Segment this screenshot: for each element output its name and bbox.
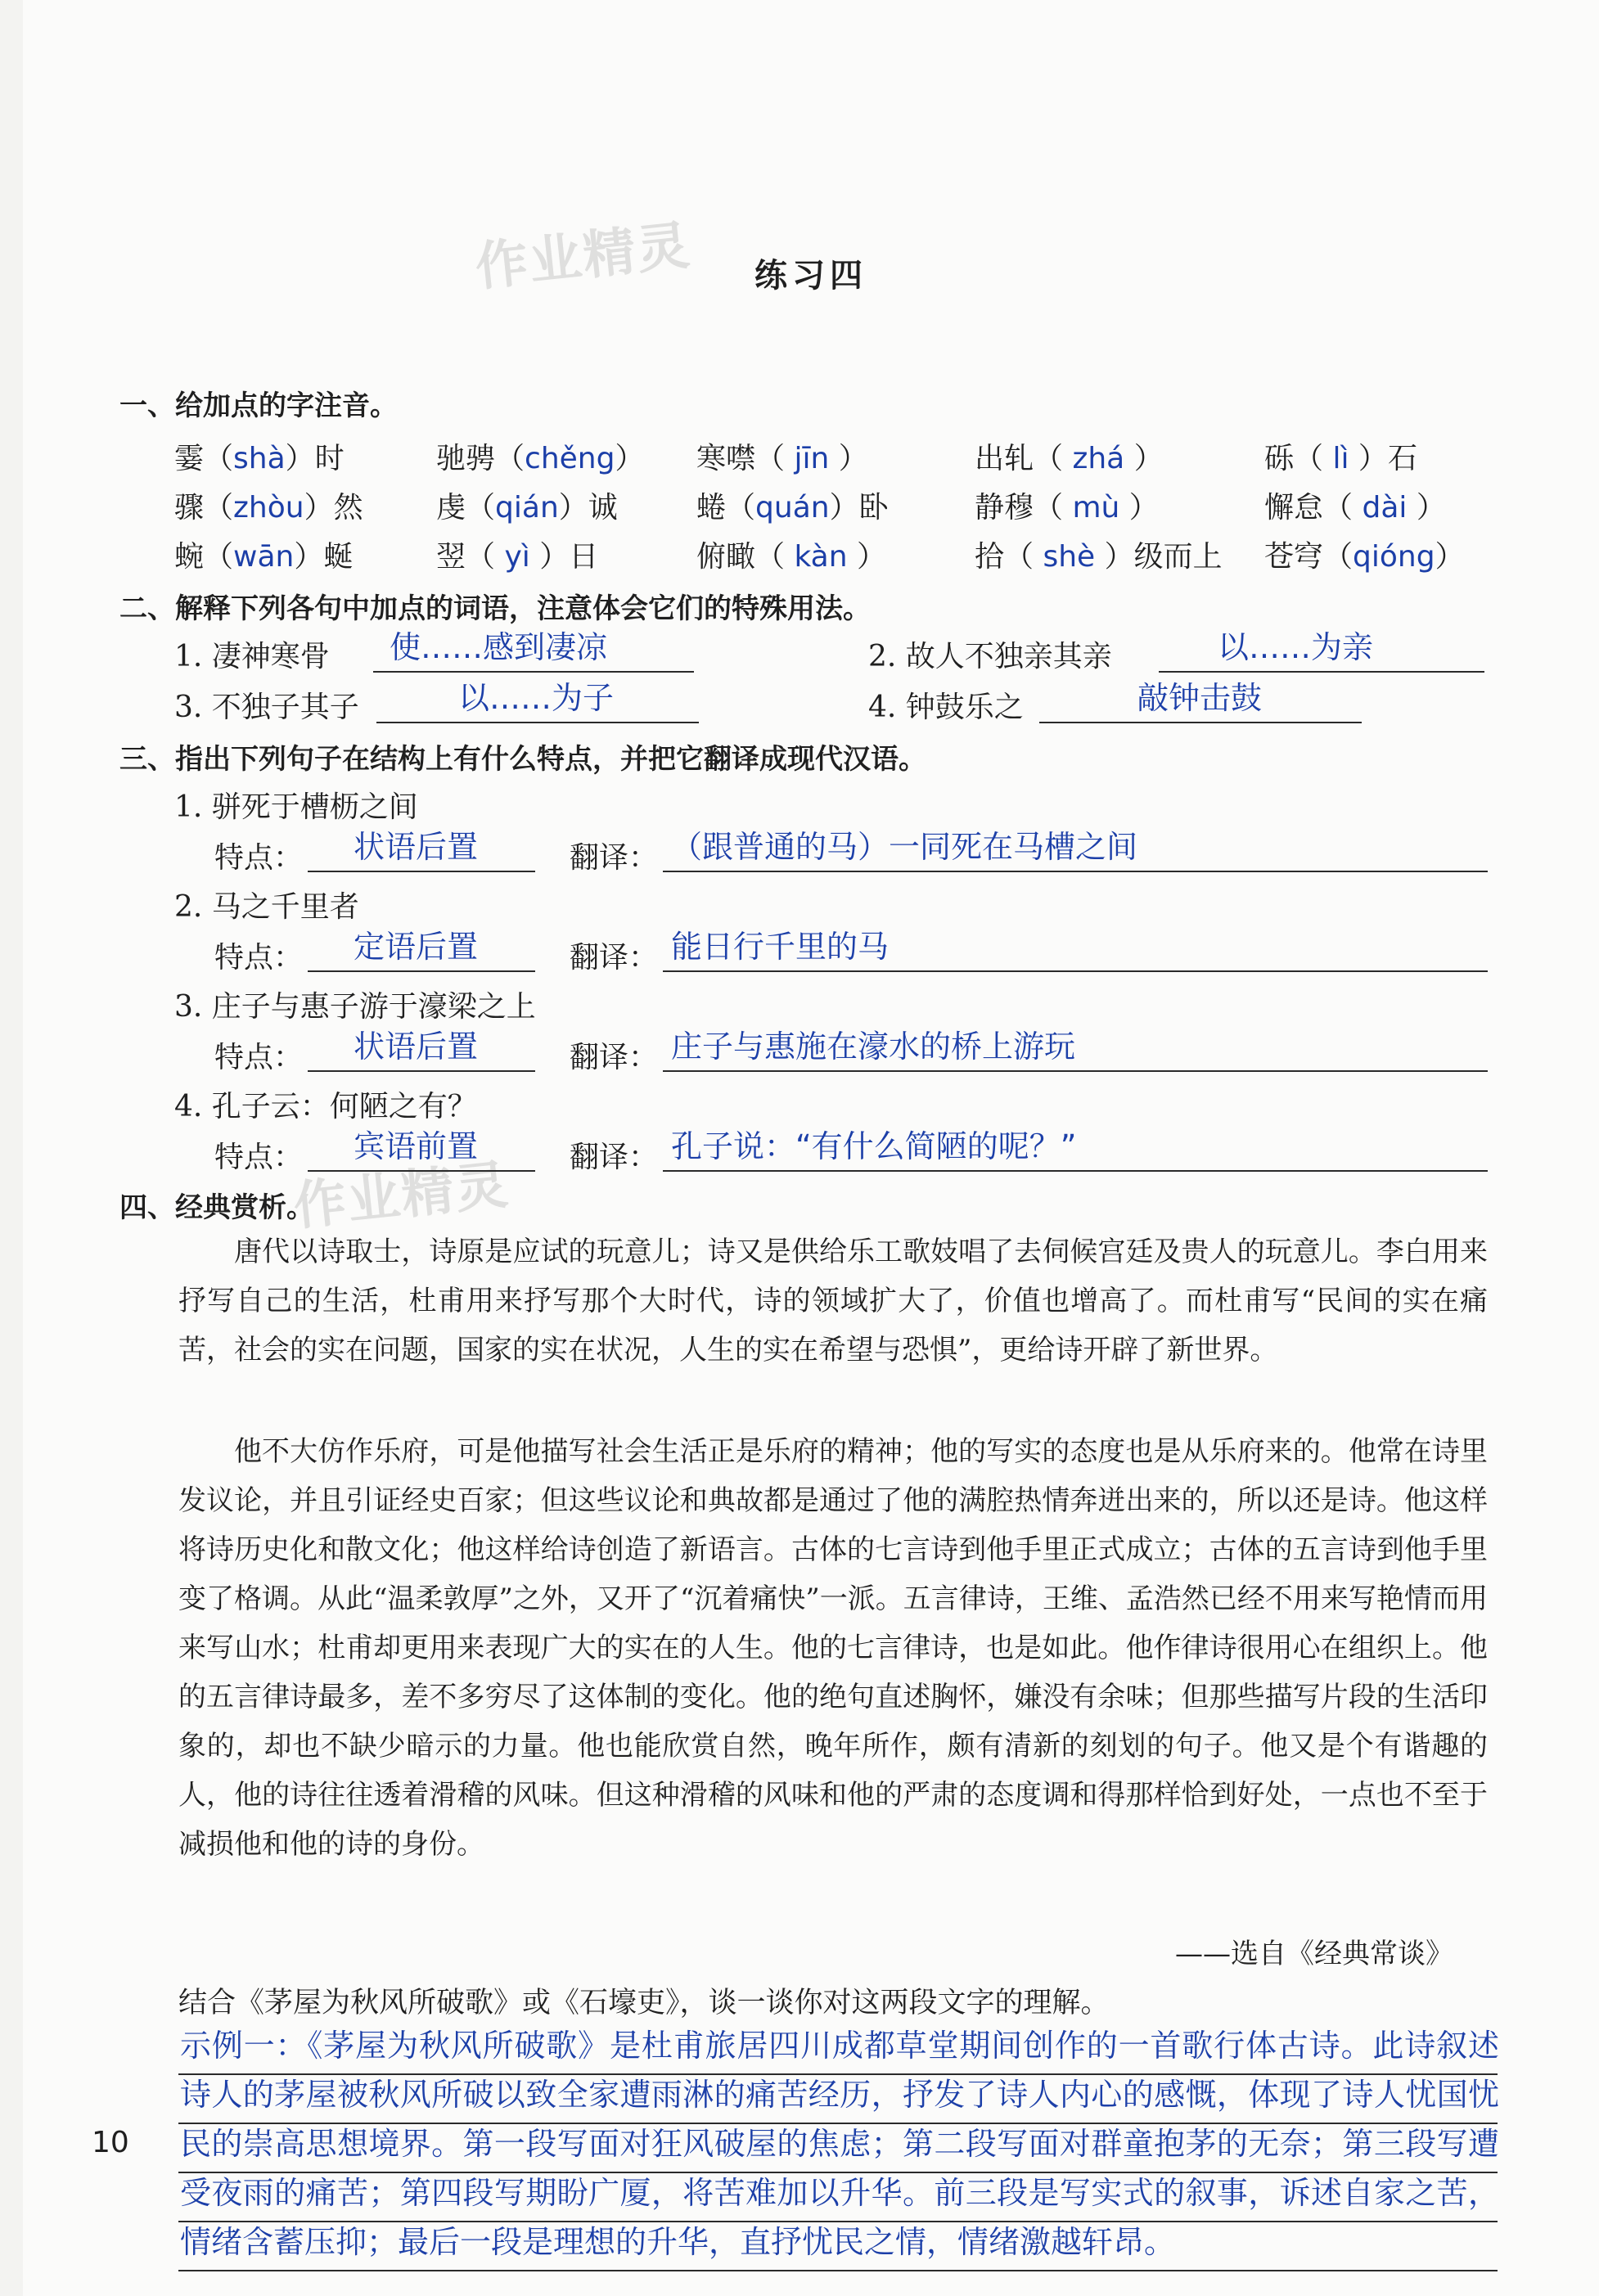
pinyin-item: 寒噤（ jīn ） xyxy=(696,442,868,475)
item-pinyin: shà xyxy=(233,442,286,475)
section4-heading: 四、经典赏析。 xyxy=(119,1191,314,1224)
item-char: 懈怠 xyxy=(1264,491,1324,524)
item-pinyin: zhá xyxy=(1072,442,1125,475)
item-pinyin: yì xyxy=(504,540,530,574)
passage-paragraph-1: 唐代以诗取士，诗原是应试的玩意儿；诗又是供给乐工歌妓唱了去伺候宫廷及贵人的玩意儿。李白用来抒写自己的生活，杜甫用来抒写那个大时代，诗的领域扩大了，价值也增高了。而杜甫写“民间的实在痛苦，社会的实在问题，国家的实在状况，人生的实在希望与恐惧”，更给诗开辟了新世界。 xyxy=(178,1236,1488,1366)
s3-feature-3: 状语后置 xyxy=(354,1029,479,1065)
pinyin-item: 苍穹（qióng） xyxy=(1264,540,1465,574)
answer-line xyxy=(663,1170,1488,1172)
worksheet-page xyxy=(23,0,1599,2296)
s4-answer: 示例一：《茅屋为秋风所破歌》是杜甫旅居四川成都草堂期间创作的一首歌行体古诗。此诗叙述诗人的茅屋被秋风所破以致全家遭雨淋的痛苦经历，抒发了诗人内心的感慨，体现了诗人忧国忧民的崇高思想境界。第一段写面对狂风破屋的焦虑；第二段写面对群童抱茅的无奈；第三段写遭受夜雨的痛苦；第四段写期盼广厦，将苦难加以升华。前三段是写实式的叙事，诉述自家之苦，情绪含蓄压抑；最后一段是理想的升华，直抒忧民之情，情绪激越轩昂。 xyxy=(180,2028,1499,2260)
translate-label: 翻译： xyxy=(570,1141,659,1174)
s3-question-2: 2. 马之千里者 xyxy=(174,890,359,924)
item-char: 石 xyxy=(1387,442,1417,475)
item-char: 日 xyxy=(569,540,599,574)
item-char: 蜷 xyxy=(696,491,727,524)
item-pinyin: lì xyxy=(1332,442,1349,475)
answer-line xyxy=(1039,722,1362,723)
pinyin-item: 懈怠（ dài ） xyxy=(1264,491,1446,524)
answer-line xyxy=(308,1170,535,1172)
item-pinyin: kàn xyxy=(794,540,848,574)
item-char: 俯瞰 xyxy=(696,540,756,574)
item-char: 出轧 xyxy=(975,442,1034,475)
item-char: 级而上 xyxy=(1133,540,1223,574)
page-title: 练习四 xyxy=(754,257,867,295)
s3-question-1: 1. 骈死于槽枥之间 xyxy=(174,790,418,824)
s3-translation-3: 庄子与惠施在濠水的桥上游玩 xyxy=(671,1029,1076,1065)
pinyin-item: 蜿（wān）蜒 xyxy=(174,540,354,574)
item-pinyin: qióng xyxy=(1353,540,1435,574)
item-char: 然 xyxy=(333,491,363,524)
pinyin-item: 俯瞰（ kàn ） xyxy=(696,540,887,574)
item-pinyin: chěng xyxy=(525,442,615,475)
pinyin-item: 蜷（quán）卧 xyxy=(696,491,889,524)
feature-label: 特点： xyxy=(214,841,304,875)
s3-translation-4: 孔子说：“有什么简陋的呢？” xyxy=(671,1128,1077,1164)
s4-question: 结合《茅屋为秋风所破歌》或《石壕吏》，谈一谈你对这两段文字的理解。 xyxy=(178,1987,1110,2019)
watermark: 作业精灵 xyxy=(472,215,694,299)
answer-line xyxy=(663,871,1488,872)
item-pinyin: jīn xyxy=(794,442,830,475)
pinyin-item: 静穆（ mù ） xyxy=(975,491,1159,524)
s3-feature-2: 定语后置 xyxy=(354,929,479,965)
s3-translation-1: （跟普通的马）一同死在马槽之间 xyxy=(671,829,1138,865)
item-char: 拾 xyxy=(975,540,1005,574)
s3-feature-4: 宾语前置 xyxy=(354,1128,479,1164)
answer-line xyxy=(376,722,699,723)
feature-label: 特点： xyxy=(214,1041,304,1074)
s2-answer-2: 以……为亲 xyxy=(1218,629,1374,665)
pinyin-item: 拾（ shè ）级而上 xyxy=(975,540,1223,574)
s2-question-2: 2. 故人不独亲其亲 xyxy=(868,640,1112,673)
passage-source: ——选自《经典常谈》 xyxy=(1175,1938,1453,1970)
pinyin-item: 驰骋（chěng） xyxy=(436,442,645,475)
section3-heading: 三、指出下列句子在结构上有什么特点，并把它翻译成现代汉语。 xyxy=(119,743,926,776)
item-char: 寒噤 xyxy=(696,442,756,475)
item-char: 诚 xyxy=(588,491,618,524)
item-char: 虔 xyxy=(436,491,466,524)
feature-label: 特点： xyxy=(214,1141,304,1174)
item-char: 蜿 xyxy=(174,540,205,574)
s2-answer-3: 以……为子 xyxy=(458,680,615,716)
answer-line xyxy=(308,970,535,972)
item-char: 静穆 xyxy=(975,491,1034,524)
item-char: 砾 xyxy=(1264,442,1295,475)
item-char: 骤 xyxy=(174,491,205,524)
s2-question-4: 4. 钟鼓乐之 xyxy=(868,691,1024,724)
section2-heading: 二、解释下列各句中加点的词语，注意体会它们的特殊用法。 xyxy=(119,592,871,625)
feature-label: 特点： xyxy=(214,941,304,975)
watermark: 作业精灵 xyxy=(291,1155,512,1238)
pinyin-item: 砾（ lì ）石 xyxy=(1264,442,1417,475)
item-char: 翌 xyxy=(436,540,466,574)
item-pinyin: qián xyxy=(495,491,559,524)
item-pinyin: wān xyxy=(233,540,295,574)
item-char: 霎 xyxy=(174,442,205,475)
section1-heading: 一、给加点的字注音。 xyxy=(119,389,398,422)
s3-feature-1: 状语后置 xyxy=(354,829,479,865)
item-char: 蜒 xyxy=(323,540,354,574)
translate-label: 翻译： xyxy=(570,941,659,975)
item-pinyin: quán xyxy=(755,491,830,524)
answer-line xyxy=(663,970,1488,972)
pinyin-item: 出轧（ zhá ） xyxy=(975,442,1164,475)
item-pinyin: shè xyxy=(1043,540,1096,574)
pinyin-item: 霎（shà）时 xyxy=(174,442,345,475)
item-pinyin: dài xyxy=(1362,491,1408,524)
s2-answer-4: 敲钟击鼓 xyxy=(1137,680,1263,716)
s2-question-3: 3. 不独子其子 xyxy=(174,691,359,724)
pinyin-item: 虔（qián）诚 xyxy=(436,491,618,524)
answer-line xyxy=(663,1070,1488,1072)
item-char: 时 xyxy=(314,442,345,475)
s3-question-4: 4. 孔子云：何陋之有？ xyxy=(174,1090,477,1123)
item-char: 驰骋 xyxy=(436,442,496,475)
s3-question-3: 3. 庄子与惠子游于濠梁之上 xyxy=(174,990,536,1024)
item-pinyin: mù xyxy=(1072,491,1120,524)
passage-paragraph-2: 他不大仿作乐府，可是他描写社会生活正是乐府的精神；他的写实的态度也是从乐府来的。他常在诗里发议论，并且引证经史百家；但这些议论和典故都是通过了他的满腔热情奔迸出来的，所以还是诗。他这样将诗历史化和散文化；他这样给诗创造了新语言。古体的七言诗到他手里正式成立；古体的五言诗到他手里变了格调。从此“温柔敦厚”之外，又开了“沉着痛快”一派。五言律诗，王维、孟浩然已经不用来写艳情而用来写山水；杜甫却更用来表现广大的实在的人生。他的七言律诗，也是如此。他作律诗很用心在组织上。他的五言律诗最多，差不多穷尽了这体制的变化。他的绝句直述胸怀，嫌没有余味；但那些描写片段的生活印象的，却也不缺少暗示的力量。他也能欣赏自然，晚年所作，颇有清新的刻划的句子。他又是个有谐趣的人，他的诗往往透着滑稽的风味。但这种滑稽的风味和他的严肃的态度调和得那样恰到好处，一点也不至于减损他和他的诗的身份。 xyxy=(178,1435,1488,1861)
answer-line xyxy=(178,2270,1498,2271)
s2-answer-1: 使……感到凄凉 xyxy=(390,629,608,665)
item-char: 苍穹 xyxy=(1264,540,1324,574)
translate-label: 翻译： xyxy=(570,1041,659,1074)
pinyin-item: 骤（zhòu）然 xyxy=(174,491,363,524)
s3-translation-2: 能日行千里的马 xyxy=(671,929,890,965)
item-char: 卧 xyxy=(858,491,889,524)
answer-line xyxy=(308,871,535,872)
s2-question-1: 1. 凄神寒骨 xyxy=(174,640,330,673)
answer-line xyxy=(308,1070,535,1072)
pinyin-item: 翌（ yì ）日 xyxy=(436,540,599,574)
item-pinyin: zhòu xyxy=(233,491,304,524)
translate-label: 翻译： xyxy=(570,841,659,875)
page-number: 10 xyxy=(92,2126,129,2159)
